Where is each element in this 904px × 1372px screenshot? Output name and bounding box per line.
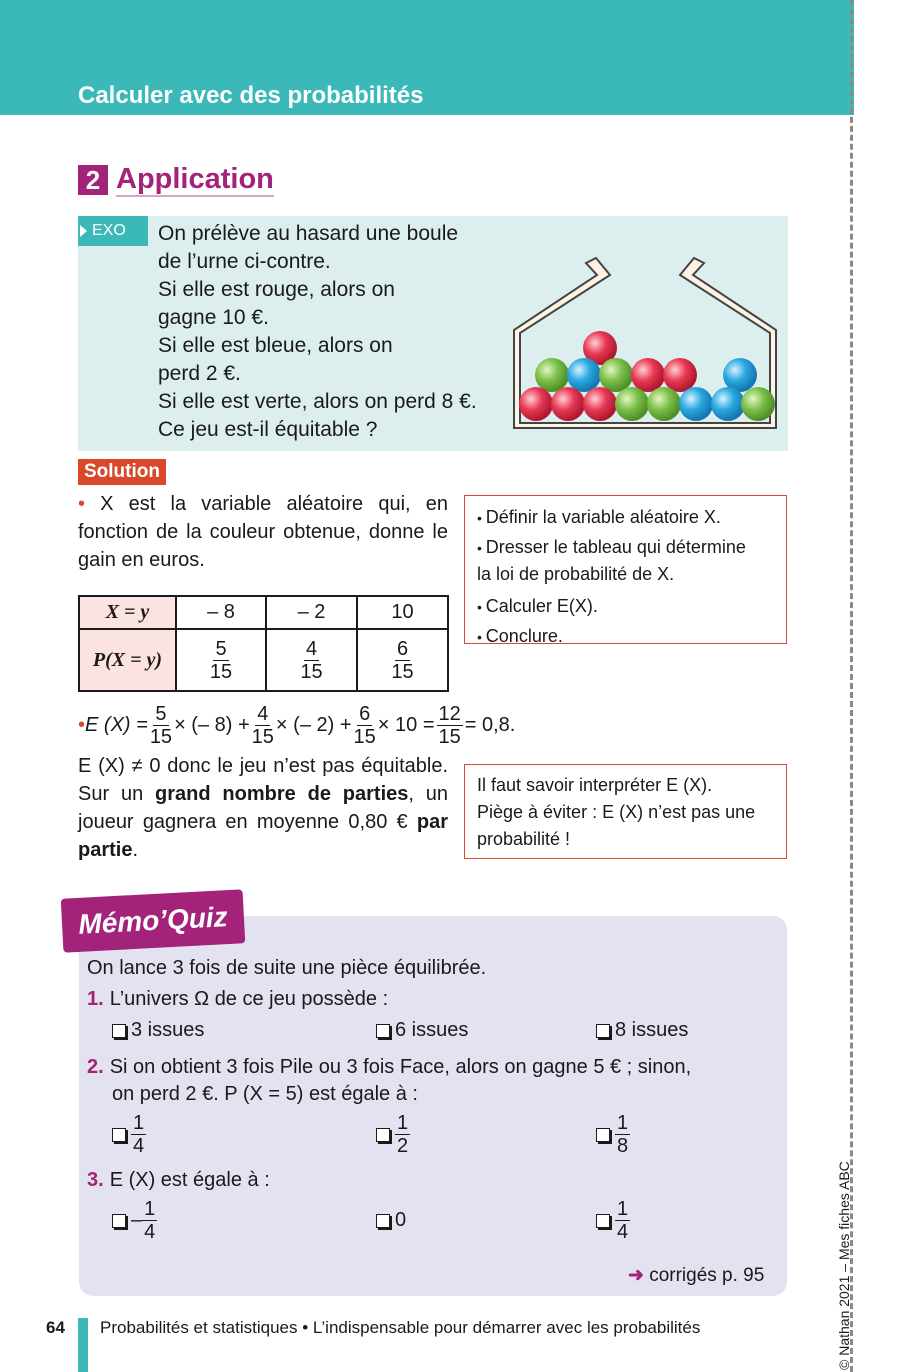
warning-line: Piège à éviter : E (X) n’est pas une (477, 802, 756, 822)
exercise-line: On prélève au hasard une boule (158, 222, 459, 245)
bullet-icon: • (78, 713, 86, 736)
page-number: 64 (46, 1318, 65, 1337)
ball-red (631, 358, 665, 392)
q3-option-a[interactable]: – $\frac{1}{4}$ (112, 1198, 157, 1243)
checkbox-icon[interactable] (376, 1024, 390, 1038)
solution-text-1: X est la variable aléatoire qui, en fonction de la couleur obtenue, donne le gain en euros. (78, 493, 448, 571)
exercise-line: Si elle est verte, alors on perd 8 €. (158, 390, 477, 413)
checkbox-icon[interactable] (112, 1214, 126, 1228)
checkbox-icon[interactable] (112, 1024, 126, 1038)
exo-tag: EXO (78, 216, 148, 246)
ball-red (583, 387, 617, 421)
table-cell: $\frac{5}{15}$ (176, 629, 266, 691)
checkbox-icon[interactable] (596, 1214, 610, 1228)
checkbox-icon[interactable] (596, 1024, 610, 1038)
page-title: Calculer avec des probabilités (78, 82, 424, 109)
exercise-line: gagne 10 €. (158, 306, 269, 329)
checkbox-icon[interactable] (596, 1128, 610, 1142)
checkbox-icon[interactable] (112, 1128, 126, 1142)
q1-option-c[interactable]: 8 issues (596, 1019, 688, 1042)
warning-line: probabilité ! (477, 829, 571, 849)
ball-red (663, 358, 697, 392)
q2-option-c[interactable]: $\frac{1}{8}$ (596, 1112, 630, 1157)
memo-quiz-tag: Mémo’Quiz (61, 889, 246, 952)
q2-option-b[interactable]: $\frac{1}{2}$ (376, 1112, 410, 1157)
quiz-intro: On lance 3 fois de suite une pièce équilibrée. (87, 957, 487, 979)
method-item: la loi de probabilité de X. (477, 564, 675, 584)
footer-bar (78, 1318, 88, 1372)
ball-blue (679, 387, 713, 421)
urn-balls (519, 331, 775, 421)
solution-paragraph-2: E (X) ≠ 0 donc le jeu n’est pas équitable. Sur un grand nombre de parties, un joueur gagnera en moyenne 0,80 € par partie. (78, 755, 449, 861)
table-cell: – 2 (266, 596, 357, 629)
urn-illustration (508, 253, 780, 431)
section-number: 2 (78, 165, 108, 195)
warning-box (464, 764, 787, 859)
question-2-cont: on perd 2 €. P (X = 5) est égale à : (112, 1083, 418, 1105)
ball-blue (567, 358, 601, 392)
q3-option-c[interactable]: $\frac{1}{4}$ (596, 1198, 630, 1243)
bullet-icon: • (78, 493, 86, 515)
exercise-line: Ce jeu est-il équitable ? (158, 418, 378, 441)
question-2: 2. Si on obtient 3 fois Pile ou 3 fois Face, alors on gagne 5 € ; sinon, (87, 1056, 692, 1078)
ball-green (647, 387, 681, 421)
bullet-icon: • (477, 540, 486, 556)
ball-green (741, 387, 775, 421)
ball-red (519, 387, 553, 421)
method-item: • Définir la variable aléatoire X. (477, 507, 721, 527)
probability-law-table (78, 595, 449, 692)
q3-option-b[interactable]: 0 (376, 1209, 406, 1232)
expectation-formula: • E (X) = $\frac{5}{15}$ × (– 8) + $\frac{4}{15}$ × (– 2) + $\frac{6}{15}$ × 10 = $\frac{12}{15}$ = 0,8. (78, 702, 516, 748)
bullet-icon: • (477, 629, 486, 645)
checkbox-icon[interactable] (376, 1128, 390, 1142)
bullet-icon: • (477, 510, 486, 526)
question-3: 3. E (X) est égale à : (87, 1169, 270, 1191)
exercise-line: Si elle est rouge, alors on (158, 278, 395, 301)
ball-blue (723, 358, 757, 392)
exercise-line: perd 2 €. (158, 362, 241, 385)
bullet-icon: • (477, 599, 486, 615)
checkbox-icon[interactable] (376, 1214, 390, 1228)
exercise-line: Si elle est bleue, alors on (158, 334, 393, 357)
table-header-values: X = y (79, 596, 176, 629)
ball-green (535, 358, 569, 392)
table-cell: $\frac{4}{15}$ (266, 629, 357, 691)
section-title: Application (116, 163, 274, 195)
q1-option-a[interactable]: 3 issues (112, 1019, 204, 1042)
q1-option-b[interactable]: 6 issues (376, 1019, 468, 1042)
ball-green (599, 358, 633, 392)
footer-text: Probabilités et statistiques • L’indispensable pour démarrer avec les probabilités (100, 1318, 701, 1337)
table-cell: – 8 (176, 596, 266, 629)
copyright-text: © Nathan 2021 – Mes fiches ABC (836, 1161, 852, 1370)
table-cell: $\frac{6}{15}$ (357, 629, 448, 691)
ball-red (551, 387, 585, 421)
ball-green (615, 387, 649, 421)
solution-tag: Solution (78, 459, 166, 485)
warning-line: Il faut savoir interpréter E (X). (477, 775, 713, 795)
method-box (464, 495, 787, 644)
section-heading (78, 163, 274, 197)
ball-blue (711, 387, 745, 421)
method-item: • Conclure. (477, 626, 563, 646)
method-item: • Dresser le tableau qui détermine (477, 537, 746, 557)
question-1: 1. L’univers Ω de ce jeu possède : (87, 988, 389, 1010)
solution-paragraph-1 (78, 490, 448, 574)
exercise-text (158, 220, 477, 444)
method-item: • Calculer E(X). (477, 596, 598, 616)
table-cell: 10 (357, 596, 448, 629)
arrow-right-icon: ➜ (628, 1265, 644, 1286)
exercise-line: de l’urne ci-contre. (158, 250, 331, 273)
corrections-link[interactable]: ➜ corrigés p. 95 (628, 1265, 765, 1286)
table-header-probabilities: P(X = y) (79, 629, 176, 691)
q2-option-a[interactable]: $\frac{1}{4}$ (112, 1112, 146, 1157)
